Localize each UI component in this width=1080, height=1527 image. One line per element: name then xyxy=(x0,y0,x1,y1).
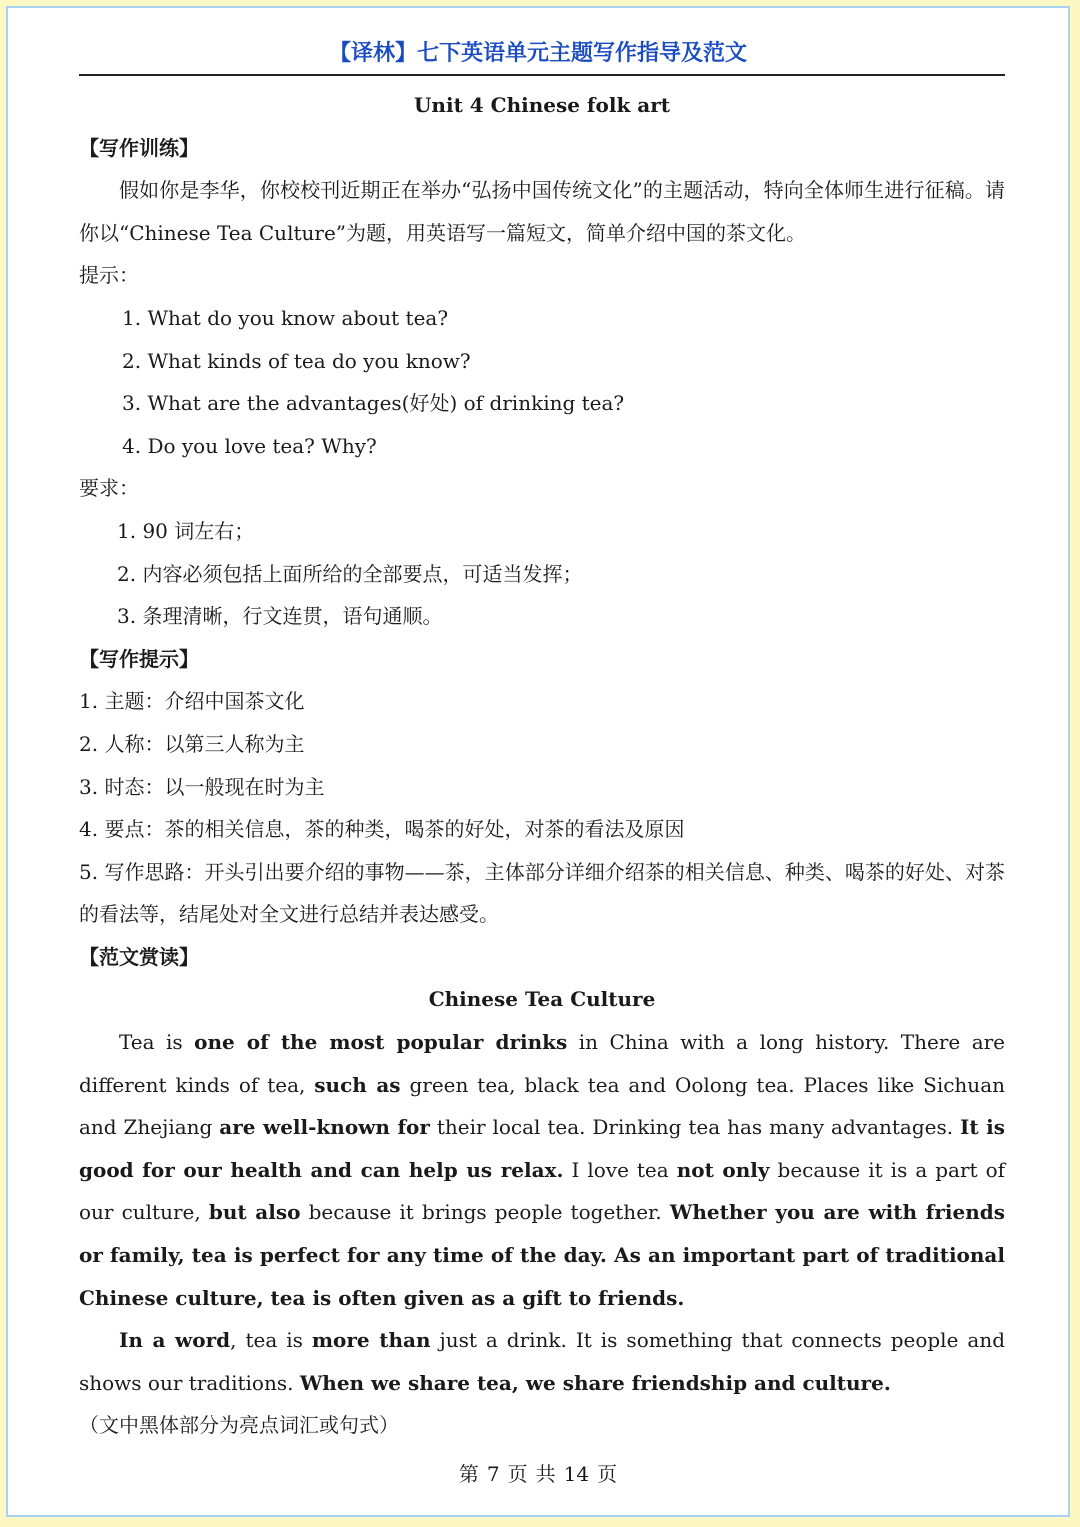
tip-item: 2. 人称：以第三人称为主 xyxy=(79,731,305,756)
essay-text: , tea is xyxy=(230,1328,312,1353)
essay-text: their local tea. Drinking tea has many advantages. xyxy=(429,1115,961,1140)
highlight-phrase: not only xyxy=(676,1157,770,1182)
footer-text: 页 xyxy=(507,1462,528,1486)
footer-text: 共 xyxy=(535,1462,556,1486)
highlight-phrase: such as xyxy=(314,1072,401,1097)
document-page xyxy=(6,6,1070,1517)
highlight-phrase: are well-known for xyxy=(219,1115,430,1140)
training-intro: 假如你是李华，你校校刊近期正在举办“弘扬中国传统文化”的主题活动，特向全体师生进行征稿。请你以“Chinese Tea Culture”为题，用英语写一篇短文，简单介绍中国的茶文化。 xyxy=(79,178,1005,245)
essay-paragraph-2 xyxy=(79,1319,1005,1404)
highlight-phrase: When we share tea, we share friendship and culture. xyxy=(299,1370,891,1395)
essay-text: because it brings people together. xyxy=(300,1200,670,1225)
hint-item: 4. Do you love tea? Why? xyxy=(122,433,377,458)
essay-paragraph-1 xyxy=(79,1021,1005,1319)
content xyxy=(79,84,1005,1447)
highlight-phrase: but also xyxy=(208,1200,301,1225)
hint-item: 2. What kinds of tea do you know? xyxy=(122,348,471,373)
essay-text: because it is a part of our culture, xyxy=(79,1157,1006,1225)
requirement-item: 3. 条理清晰，行文连贯，语句通顺。 xyxy=(117,604,443,629)
essay-text: I love tea xyxy=(563,1157,677,1182)
highlight-phrase: It is good for our health and can help us relax. xyxy=(79,1115,1005,1182)
page-number: 7 xyxy=(486,1462,500,1486)
essay-text: Tea is xyxy=(119,1030,195,1055)
training-heading: 【写作训练】 xyxy=(79,135,199,160)
essay-text: green tea, black tea and Oolong tea. Places like Sichuan and Zhejiang xyxy=(79,1072,1005,1140)
tip-item: 3. 时态：以一般现在时为主 xyxy=(79,774,325,799)
unit-title: Unit 4 Chinese folk art xyxy=(413,93,671,117)
essay-text: in China with a long history. There are different kinds of tea, xyxy=(79,1030,1006,1097)
header-title: 【译林】七下英语单元主题写作指导及范文 xyxy=(328,41,747,66)
sample-heading: 【范文赏读】 xyxy=(79,944,199,969)
page-footer xyxy=(8,1458,1068,1487)
highlight-phrase: Whether you are with friends or family, tea is perfect for any time of the day. As an important part of traditional Chinese culture, tea is often given as a gift to friends. xyxy=(79,1200,1006,1310)
essay-text: just a drink. It is something that connects people and shows our traditions. xyxy=(79,1328,1005,1395)
highlight-phrase: one of the most popular drinks xyxy=(194,1030,568,1055)
footer-text: 页 xyxy=(597,1462,618,1486)
requirement-item: 1. 90 词左右； xyxy=(117,518,255,543)
header-rule xyxy=(79,74,1005,76)
highlight-phrase: more than xyxy=(311,1328,431,1353)
tip-item: 4. 要点：茶的相关信息，茶的种类，喝茶的好处，对茶的看法及原因 xyxy=(79,817,685,842)
requirement-item: 2. 内容必须包括上面所给的全部要点，可适当发挥； xyxy=(117,561,583,586)
essay-title: Chinese Tea Culture xyxy=(428,987,656,1012)
hint-label: 提示： xyxy=(79,263,139,288)
tips-heading: 【写作提示】 xyxy=(79,646,199,671)
essay-note: （文中黑体部分为亮点词汇或句式） xyxy=(79,1413,399,1438)
tip-item: 1. 主题：介绍中国茶文化 xyxy=(79,689,305,714)
highlight-phrase: In a word xyxy=(119,1328,231,1353)
hint-item: 1. What do you know about tea? xyxy=(122,305,449,330)
footer-text: 第 xyxy=(458,1462,479,1486)
tip-item: 5. 写作思路：开头引出要介绍的事物——茶，主体部分详细介绍茶的相关信息、种类、喝茶的好处、对茶的看法等，结尾处对全文进行总结并表达感受。 xyxy=(79,859,1005,927)
total-pages: 14 xyxy=(563,1462,590,1486)
hint-item: 3. What are the advantages(好处) of drinking tea? xyxy=(122,391,625,416)
requirement-label: 要求： xyxy=(79,476,139,501)
